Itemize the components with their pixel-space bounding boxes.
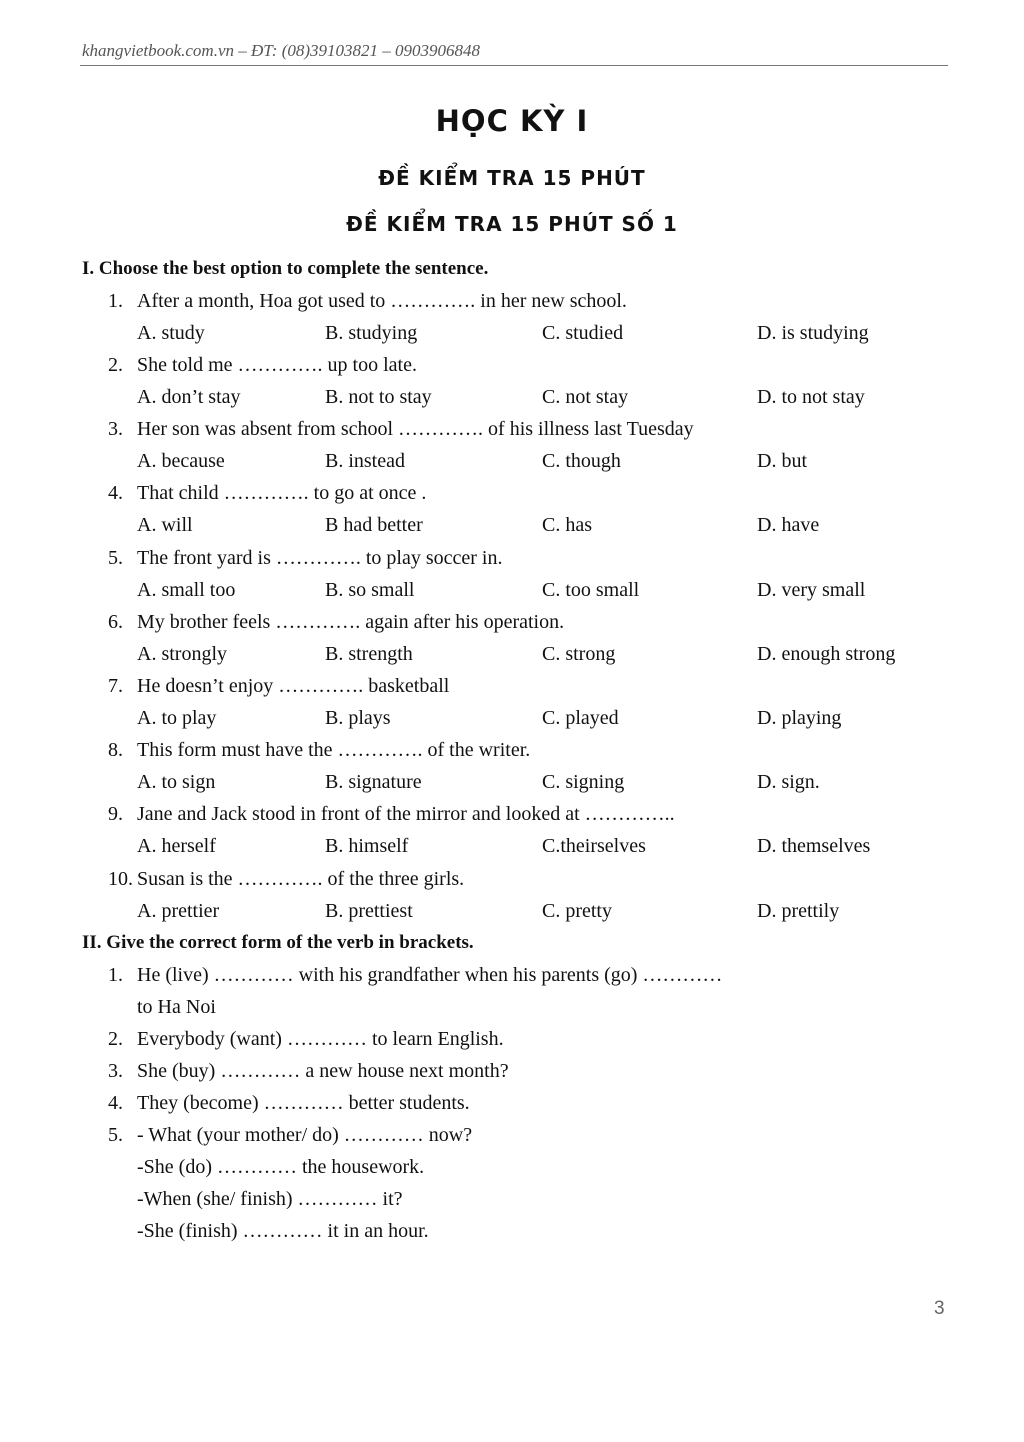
option-d: D. to not stay	[757, 386, 865, 408]
question-text: My brother feels …………. again after his operation.	[137, 611, 565, 633]
question-text: He doesn’t enjoy …………. basketball	[137, 675, 450, 697]
option-b: B. prettiest	[325, 900, 413, 922]
option-d: D. enough strong	[757, 643, 896, 665]
option-b: B. plays	[325, 707, 391, 729]
option-a: A. study	[137, 322, 205, 344]
question-number: 5.	[108, 547, 123, 569]
question-text: Her son was absent from school …………. of his illness last Tuesday	[137, 418, 694, 440]
verb-question-3	[108, 1060, 509, 1083]
option-c: C. signing	[542, 771, 625, 793]
option-c: C. studied	[542, 322, 624, 344]
question-number: 2.	[108, 1028, 123, 1050]
verb-question-1	[108, 964, 722, 987]
dialogue-line-2: -When (she/ finish) ………… it?	[137, 1188, 403, 1210]
question-text: Everybody (want) ………… to learn English.	[137, 1028, 504, 1050]
question-number: 1.	[108, 964, 123, 986]
options-9	[0, 835, 1024, 863]
question-text: He (live) ………… with his grandfather when his parents (go) …………	[137, 964, 723, 986]
question-number: 10.	[108, 868, 133, 890]
option-a: A. because	[137, 450, 225, 472]
question-text: The front yard is …………. to play soccer in.	[137, 547, 503, 569]
options-7	[0, 707, 1024, 735]
option-a: A. don’t stay	[137, 386, 241, 408]
option-c: C. too small	[542, 579, 640, 601]
option-d: D. have	[757, 514, 820, 536]
question-number: 7.	[108, 675, 123, 697]
option-c: C. has	[542, 514, 592, 536]
question-number: 8.	[108, 739, 123, 761]
question-text: She told me …………. up too late.	[137, 354, 417, 376]
option-d: D. sign.	[757, 771, 820, 793]
option-a: A. strongly	[137, 643, 227, 665]
question-text: She (buy) ………… a new house next month?	[137, 1060, 509, 1082]
option-b: B. so small	[325, 579, 415, 601]
question-5	[108, 547, 502, 570]
question-text: - What (your mother/ do) ………… now?	[137, 1124, 473, 1146]
option-d: D. is studying	[757, 322, 869, 344]
page-title: HỌC KỲ I	[435, 104, 589, 138]
option-c: C. played	[542, 707, 619, 729]
page-number: 3	[934, 1298, 945, 1319]
options-8	[0, 771, 1024, 799]
question-text: That child …………. to go at once .	[137, 482, 427, 504]
option-c: C. though	[542, 450, 621, 472]
options-10	[0, 900, 1024, 928]
question-number: 6.	[108, 611, 123, 633]
dialogue-line-3: -She (finish) ………… it in an hour.	[137, 1220, 429, 1242]
question-4	[108, 482, 426, 505]
question-8	[108, 739, 530, 762]
verb-question-1-continuation: to Ha Noi	[137, 996, 216, 1018]
question-number: 4.	[108, 482, 123, 504]
option-a: A. herself	[137, 835, 216, 857]
option-a: A. will	[137, 514, 193, 536]
option-b: B. not to stay	[325, 386, 432, 408]
option-d: D. themselves	[757, 835, 871, 857]
option-b: B. strength	[325, 643, 413, 665]
question-7	[108, 675, 449, 698]
options-5	[0, 579, 1024, 607]
option-b: B had better	[325, 514, 423, 536]
question-text: Susan is the …………. of the three girls.	[137, 868, 465, 890]
question-text: This form must have the …………. of the writer.	[137, 739, 531, 761]
question-text: Jane and Jack stood in front of the mirror and looked at …………..	[137, 803, 675, 825]
options-6	[0, 643, 1024, 671]
option-b: B. studying	[325, 322, 418, 344]
dialogue-line-1: -She (do) ………… the housework.	[137, 1156, 425, 1178]
subtitle-test-number: ĐỀ KIỂM TRA 15 PHÚT SỐ 1	[346, 212, 678, 236]
question-number: 2.	[108, 354, 123, 376]
question-3	[108, 418, 694, 441]
section-1-heading: I. Choose the best option to complete the sentence.	[82, 258, 489, 279]
options-2	[0, 386, 1024, 414]
verb-question-4	[108, 1092, 470, 1115]
question-number: 3.	[108, 418, 123, 440]
option-d: D. but	[757, 450, 807, 472]
option-b: B. instead	[325, 450, 405, 472]
question-number: 1.	[108, 290, 123, 312]
option-a: A. prettier	[137, 900, 220, 922]
question-number: 9.	[108, 803, 123, 825]
header-divider	[80, 65, 948, 66]
question-9	[108, 803, 675, 826]
option-c: C. strong	[542, 643, 616, 665]
verb-question-2	[108, 1028, 504, 1051]
option-c: C. not stay	[542, 386, 629, 408]
option-b: B. signature	[325, 771, 422, 793]
subtitle-test: ĐỀ KIỂM TRA 15 PHÚT	[378, 166, 646, 190]
question-10	[108, 868, 464, 891]
question-1	[108, 290, 627, 313]
option-d: D. prettily	[757, 900, 840, 922]
question-text: After a month, Hoa got used to …………. in her new school.	[137, 290, 627, 312]
question-2	[108, 354, 417, 377]
options-1	[0, 322, 1024, 350]
option-a: A. small too	[137, 579, 236, 601]
section-2-heading: II. Give the correct form of the verb in brackets.	[82, 932, 474, 953]
question-text: They (become) ………… better students.	[137, 1092, 470, 1114]
question-number: 3.	[108, 1060, 123, 1082]
option-c: C.theirselves	[542, 835, 646, 857]
verb-question-5	[108, 1124, 472, 1147]
options-3	[0, 450, 1024, 478]
option-a: A. to play	[137, 707, 217, 729]
option-d: D. playing	[757, 707, 842, 729]
question-6	[108, 611, 564, 634]
option-b: B. himself	[325, 835, 409, 857]
question-number: 5.	[108, 1124, 123, 1146]
options-4	[0, 514, 1024, 542]
header-contact: khangvietbook.com.vn – ĐT: (08)39103821 – 0903906848	[82, 41, 481, 60]
question-number: 4.	[108, 1092, 123, 1114]
option-a: A. to sign	[137, 771, 216, 793]
option-c: C. pretty	[542, 900, 612, 922]
option-d: D. very small	[757, 579, 866, 601]
